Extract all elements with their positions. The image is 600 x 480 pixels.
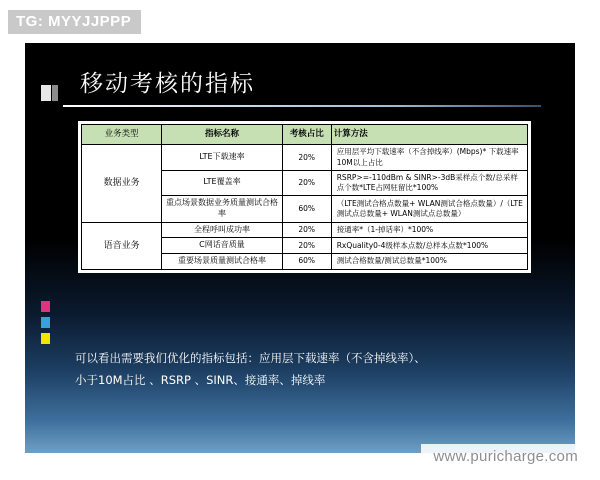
summary-paragraph: [75, 348, 535, 392]
metric-weight: 20%: [282, 145, 331, 170]
metric-name: 重点场景数据业务质量测试合格率: [162, 195, 282, 222]
metrics-table-container: [78, 121, 531, 273]
column-header-business-type: 业务类型: [82, 125, 162, 145]
group-label-voice-service: 语音业务: [82, 222, 162, 269]
table-row: [82, 222, 528, 238]
metric-calculation: （LTE测试合格点数量+ WLAN测试合格点数量）/（LTE测试点总数量+ WLAN测试点总数量）: [331, 195, 527, 222]
decorative-square-pink: [41, 301, 50, 312]
metric-weight: 60%: [282, 195, 331, 222]
metric-calculation: 测试合格数量/测试总数量*100%: [331, 254, 527, 270]
tg-watermark-tag: TG: MYYJJPPP: [8, 10, 141, 34]
metric-calculation: RSRP>=-110dBm & SINR>-3dB采样点个数/总采样点个数*LTE占网驻留比*100%: [331, 170, 527, 195]
metric-calculation: RxQuality0-4级样本点数/总样本点数*100%: [331, 238, 527, 254]
metric-weight: 20%: [282, 170, 331, 195]
metric-weight: 60%: [282, 254, 331, 270]
group-label-data-service: 数据业务: [82, 145, 162, 222]
metric-name: 重要场景质量测试合格率: [162, 254, 282, 270]
slide-title: 移动考核的指标: [80, 71, 255, 97]
metric-weight: 20%: [282, 238, 331, 254]
metric-calculation: 应用层平均下载速率（不含掉线率）(Mbps)* 下载速率10M以上占比: [331, 145, 527, 170]
column-header-metric-name: 指标名称: [162, 125, 282, 145]
summary-line-2: 小于10M占比 、RSRP 、SINR、接通率、掉线率: [75, 372, 326, 387]
metric-name: C网话音质量: [162, 238, 282, 254]
column-header-weight: 考核占比: [282, 125, 331, 145]
metric-weight: 20%: [282, 222, 331, 238]
table-row: [82, 145, 528, 170]
url-watermark: www.puricharge.com: [421, 444, 590, 470]
decorative-square-gray: [52, 85, 58, 101]
metric-name: 全程呼叫成功率: [162, 222, 282, 238]
summary-line-1: 可以看出需要我们优化的指标包括：应用层下载速率（不含掉线率）、: [75, 351, 426, 365]
metric-calculation: 接通率*（1-掉话率）*100%: [331, 222, 527, 238]
metrics-table: [81, 124, 528, 270]
table-header-row: [82, 125, 528, 145]
decorative-square-yellow: [41, 333, 50, 344]
decorative-square-white: [41, 85, 51, 101]
metric-name: LTE覆盖率: [162, 170, 282, 195]
column-header-calculation: 计算方法: [331, 125, 527, 145]
title-divider: [63, 105, 541, 107]
metric-name: LTE下载速率: [162, 145, 282, 170]
decorative-square-blue: [41, 317, 50, 328]
presentation-slide: [25, 43, 575, 453]
